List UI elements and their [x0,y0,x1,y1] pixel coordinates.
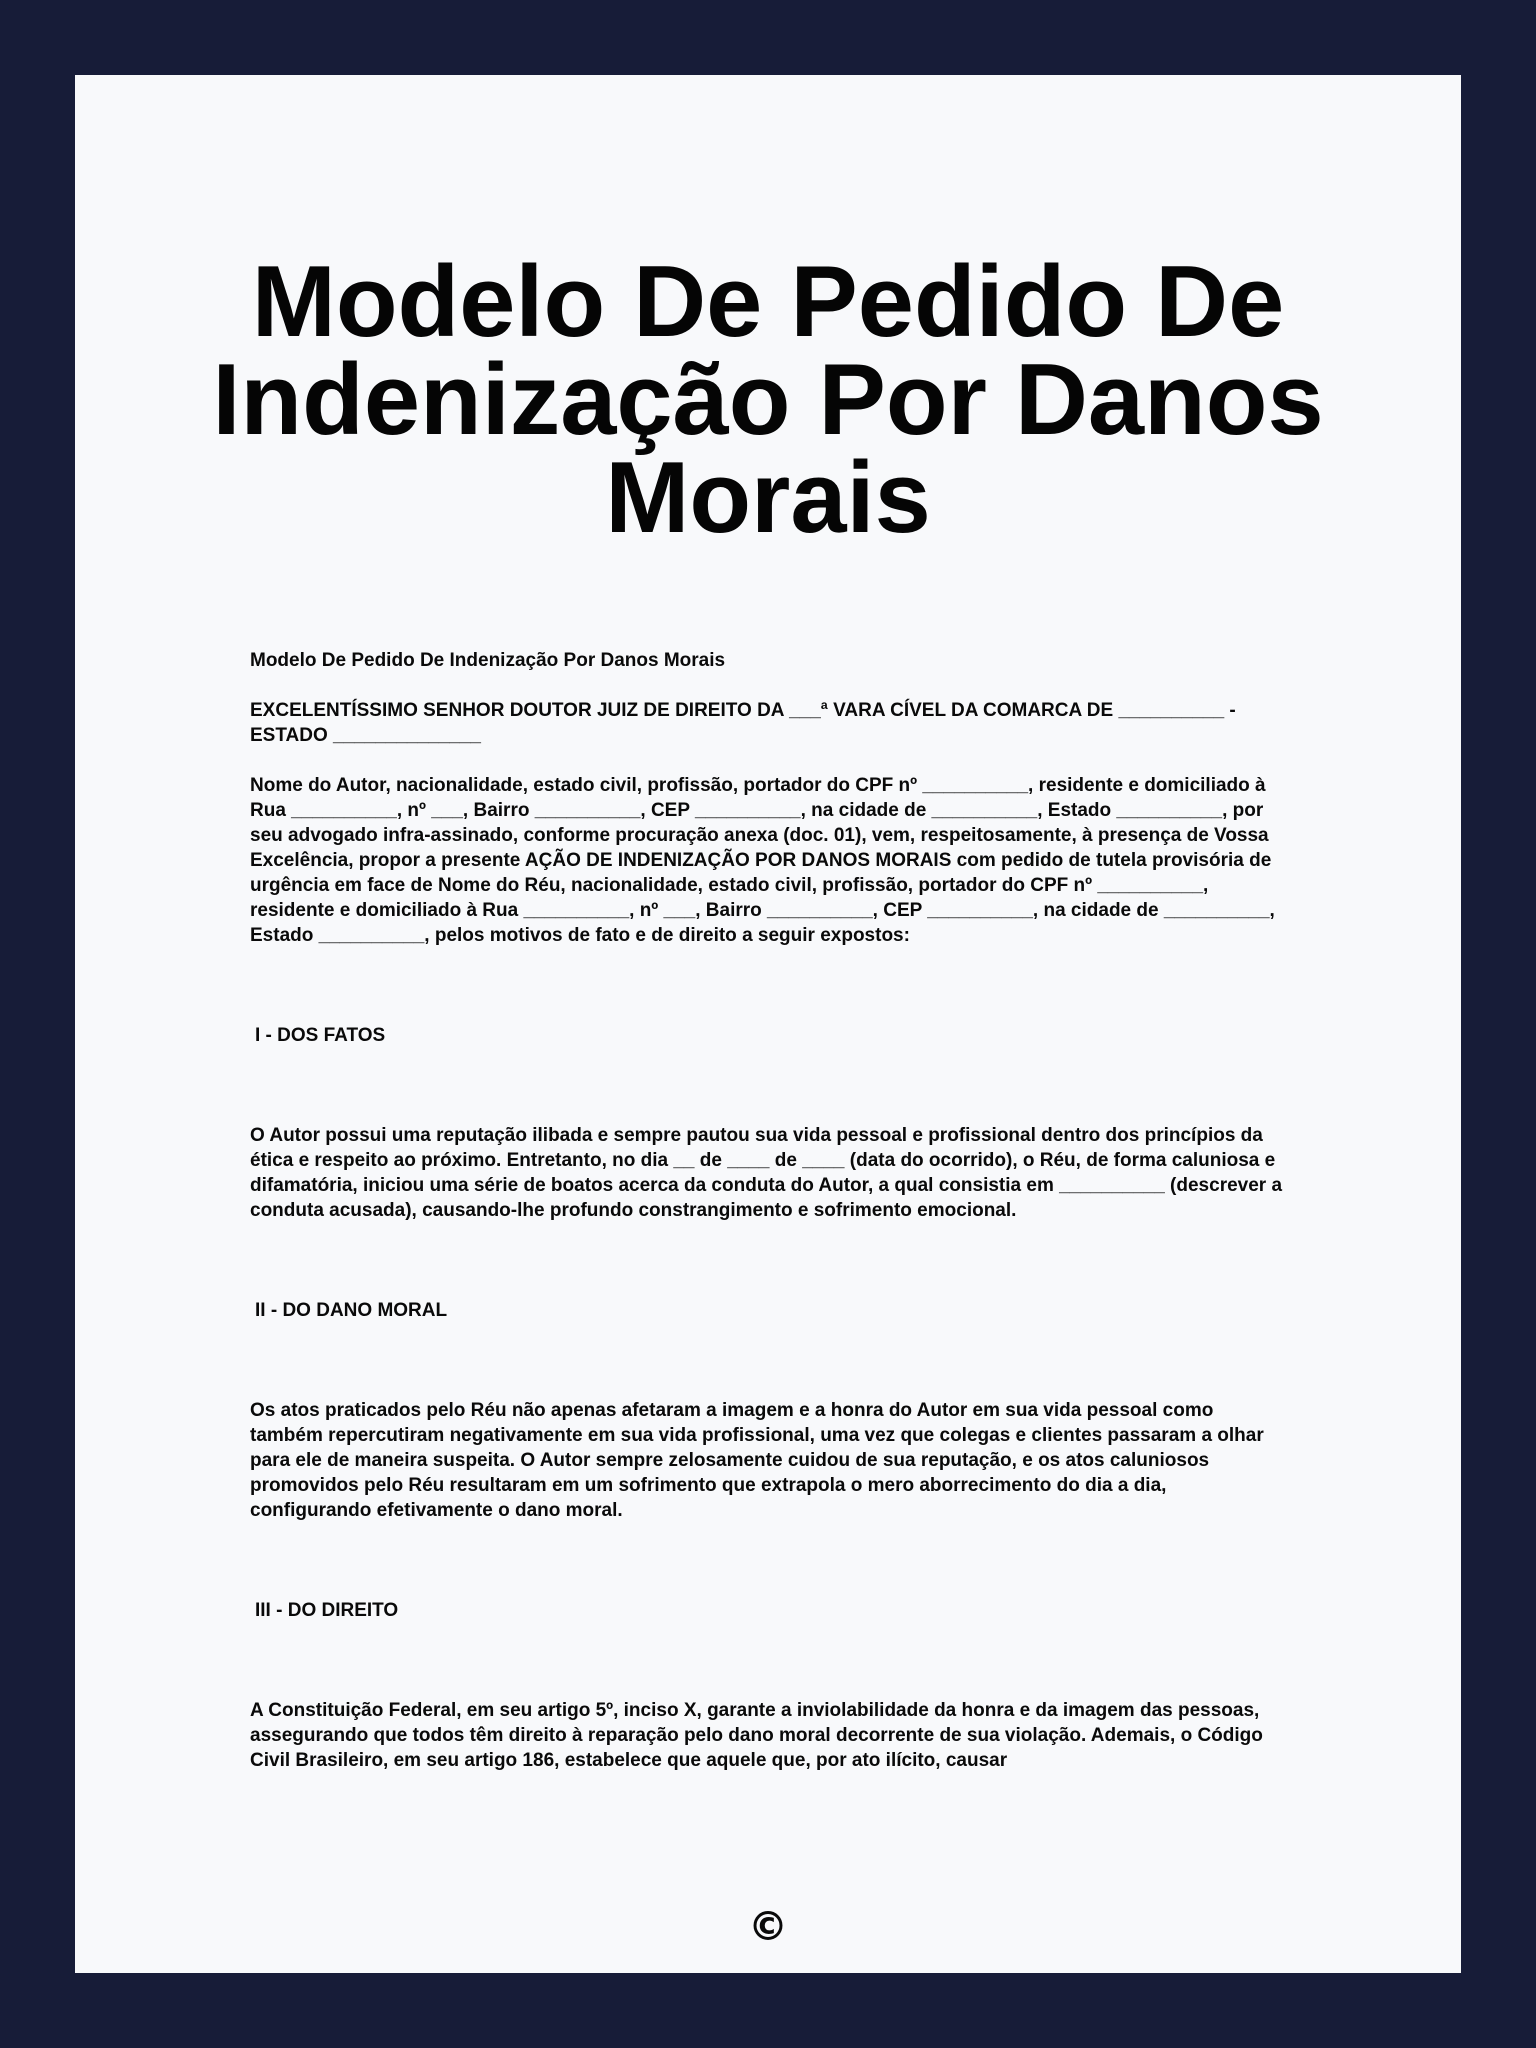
document-heading: Modelo De Pedido De Indenização Por Danos Morais [250,650,726,671]
document-page [75,75,1461,1973]
document-body [250,648,1286,1773]
section-heading-moral-damage: II - DO DANO MORAL [255,1300,448,1321]
section-heading-facts: I - DOS FATOS [255,1025,386,1046]
addressee-paragraph: EXCELENTÍSSIMO SENHOR DOUTOR JUIZ DE DIREITO DA ___ª VARA CÍVEL DA COMARCA DE __________ - ESTADO ______________ [250,700,1236,746]
page-title: Modelo De Pedido De Indenização Por Danos Morais [212,246,1324,554]
section-body-law: A Constituição Federal, em seu artigo 5º, inciso X, garante a inviolabilidade da honra e da imagem das pessoas, assegurando que todos têm direito à reparação pelo dano moral decorrente de sua violação. Ademais, o Código Civil Brasileiro, em seu artigo 186, estabelece que aquele que, por ato ilícito, causar [250,1700,1263,1771]
copyright-icon: © [748,1904,788,1950]
section-body-facts: O Autor possui uma reputação ilibada e sempre pautou sua vida pessoal e profissional dentro dos princípios da ética e respeito ao próximo. Entretanto, no dia __ de ____ de ____ (data do ocorrido), o Réu, de forma caluniosa e difamatória, iniciou uma série de boatos acerca da conduta do Autor, a qual consistia em __________ (descrever a conduta acusada), causando-lhe profundo constrangimento e sofrimento emocional. [250,1125,1283,1221]
intro-paragraph: Nome do Autor, nacionalidade, estado civil, profissão, portador do CPF nº __________, residente e domiciliado à Rua __________, nº ___, Bairro __________, CEP __________, na cidade de __________, Estado __________, por seu advogado infra-assinado, conforme procuração anexa (doc. 01), vem, respeitosamente, à presença de Vossa Excelência, propor a presente AÇÃO DE INDENIZAÇÃO POR DANOS MORAIS com pedido de tutela provisória de urgência em face de Nome do Réu, nacionalidade, estado civil, profissão, portador do CPF nº __________, residente e domiciliado à Rua __________, nº ___, Bairro __________, CEP __________, na cidade de __________, Estado __________, pelos motivos de fato e de direito a seguir expostos: [250,775,1275,946]
section-body-moral-damage: Os atos praticados pelo Réu não apenas afetaram a imagem e a honra do Autor em sua vida pessoal como também repercutiram negativamente em sua vida profissional, uma vez que colegas e clientes passaram a olhar para ele de maneira suspeita. O Autor sempre zelosamente cuidou de sua reputação, e os atos caluniosos promovidos pelo Réu resultaram em um sofrimento que extrapola o mero aborrecimento do dia a dia, configurando efetivamente o dano moral. [250,1400,1264,1521]
section-heading-law: III - DO DIREITO [255,1600,399,1621]
